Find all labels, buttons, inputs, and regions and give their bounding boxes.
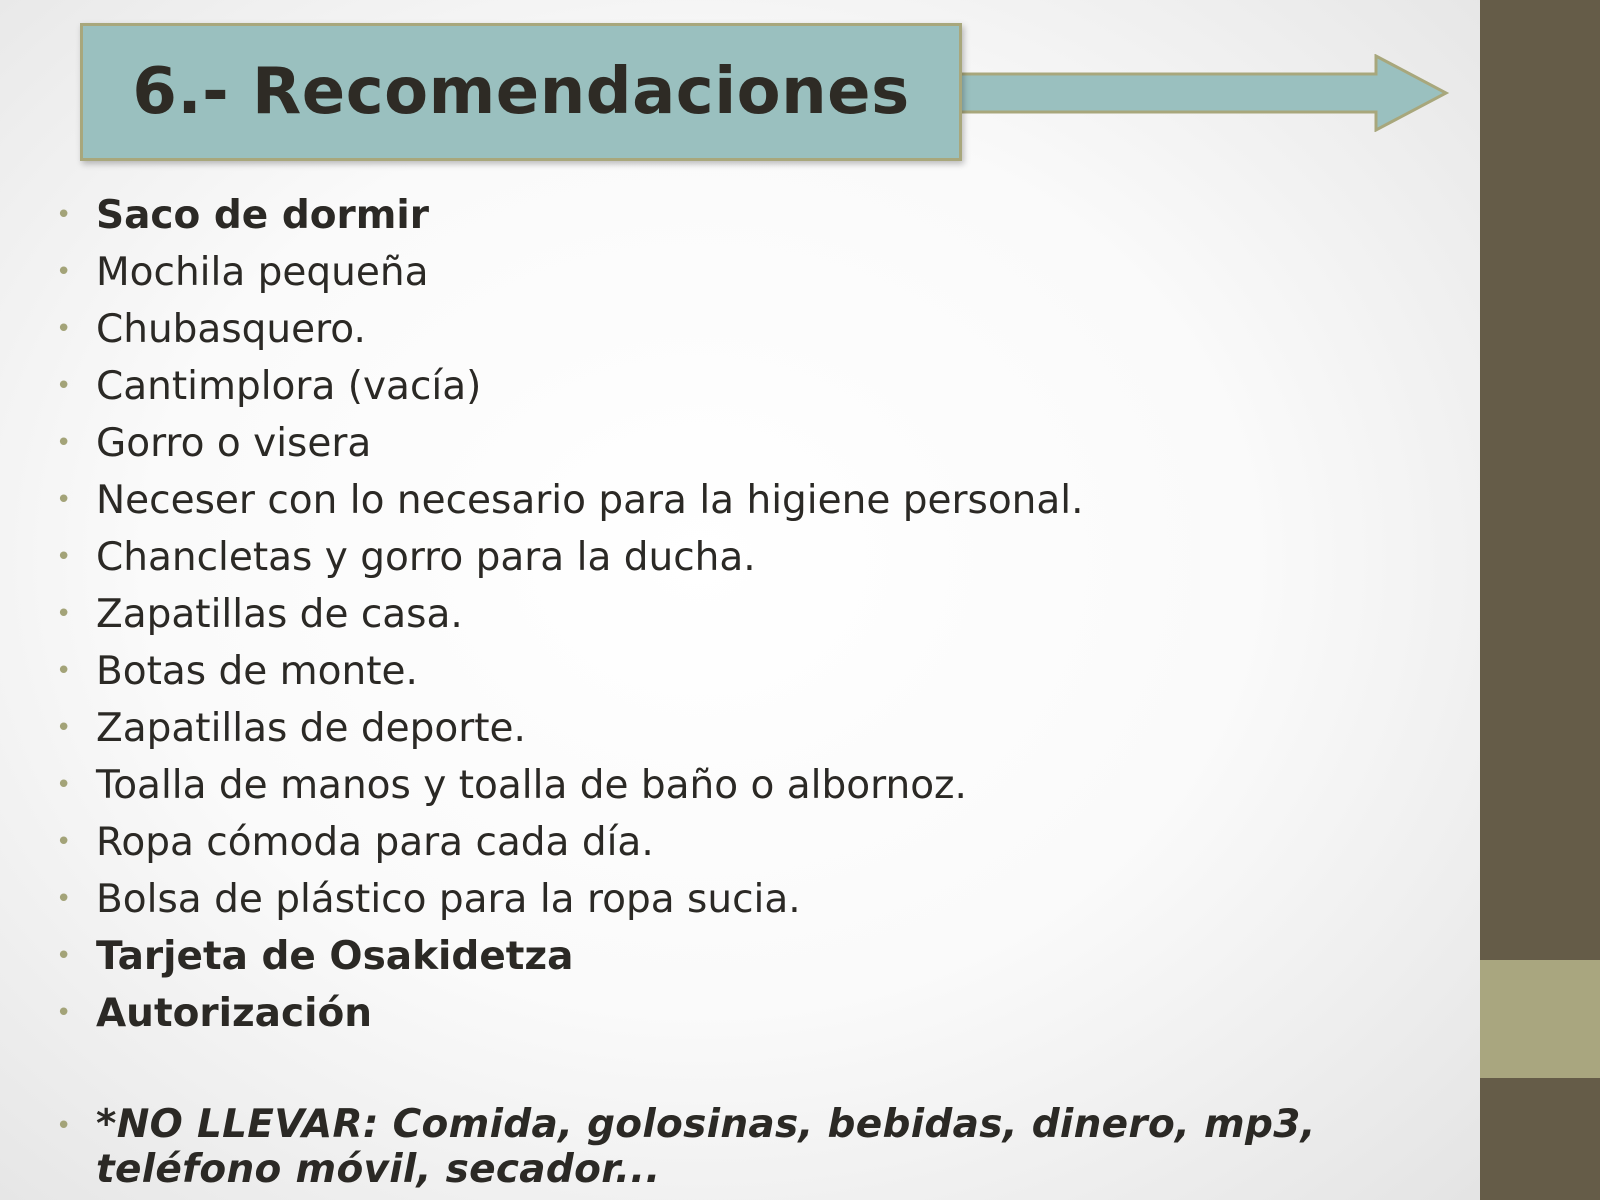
list-item-text: Zapatillas de casa.: [96, 592, 463, 637]
list-item: [52, 472, 1452, 529]
bullet-icon: •: [56, 599, 72, 629]
slide-title: 6.- Recomendaciones: [132, 55, 910, 129]
list-item: [52, 187, 1452, 244]
bullet-icon: •: [56, 827, 72, 857]
list-item-text: Ropa cómoda para cada día.: [96, 820, 654, 865]
list-item: [52, 928, 1452, 985]
list-item-text: Chubasquero.: [96, 307, 366, 352]
list-item: [52, 814, 1452, 871]
list-item: [52, 358, 1452, 415]
bullet-icon: •: [56, 998, 72, 1028]
side-decoration-accent: [1480, 960, 1600, 1078]
list-item: [52, 244, 1452, 301]
list-item-text: Bolsa de plástico para la ropa sucia.: [96, 877, 801, 922]
list-item-text: Cantimplora (vacía): [96, 364, 482, 409]
side-decoration-bar: [1480, 0, 1600, 1200]
list-item-text: Mochila pequeña: [96, 250, 429, 295]
bullet-icon: •: [56, 200, 72, 230]
list-item-text: Gorro o visera: [96, 421, 372, 466]
recommendations-list: [52, 187, 1452, 1042]
bullet-icon: •: [56, 656, 72, 686]
list-item-text: Neceser con lo necesario para la higiene personal.: [96, 478, 1084, 523]
list-item: [52, 757, 1452, 814]
bullet-icon: •: [56, 485, 72, 515]
list-item: [52, 301, 1452, 358]
bullet-icon: •: [56, 713, 72, 743]
list-item-text: Tarjeta de Osakidetza: [96, 934, 574, 979]
list-item: [52, 643, 1452, 700]
bullet-icon: •: [56, 1111, 72, 1141]
list-item: [52, 529, 1452, 586]
title-banner: [80, 23, 962, 161]
list-item-text: Toalla de manos y toalla de baño o albornoz.: [96, 763, 967, 808]
list-item-text: Chancletas y gorro para la ducha.: [96, 535, 756, 580]
bullet-icon: •: [56, 314, 72, 344]
bullet-icon: •: [56, 884, 72, 914]
list-item-text: Autorización: [96, 991, 373, 1036]
bullet-icon: •: [56, 542, 72, 572]
list-item: [52, 985, 1452, 1042]
list-item-text: Zapatillas de deporte.: [96, 706, 526, 751]
bullet-icon: •: [56, 941, 72, 971]
list-item-text: Saco de dormir: [96, 193, 430, 238]
bullet-icon: •: [56, 257, 72, 287]
list-item: [52, 871, 1452, 928]
list-item: [52, 586, 1452, 643]
do-not-bring-note: [52, 1102, 1452, 1192]
list-item: [52, 415, 1452, 472]
title-arrow-shape: [958, 54, 1450, 132]
bullet-icon: •: [56, 770, 72, 800]
note-text: *NO LLEVAR: Comida, golosinas, bebidas, dinero, mp3, teléfono móvil, secador...: [96, 1102, 1316, 1192]
list-item-text: Botas de monte.: [96, 649, 418, 694]
list-item: [52, 700, 1452, 757]
bullet-icon: •: [56, 371, 72, 401]
bullet-icon: •: [56, 428, 72, 458]
